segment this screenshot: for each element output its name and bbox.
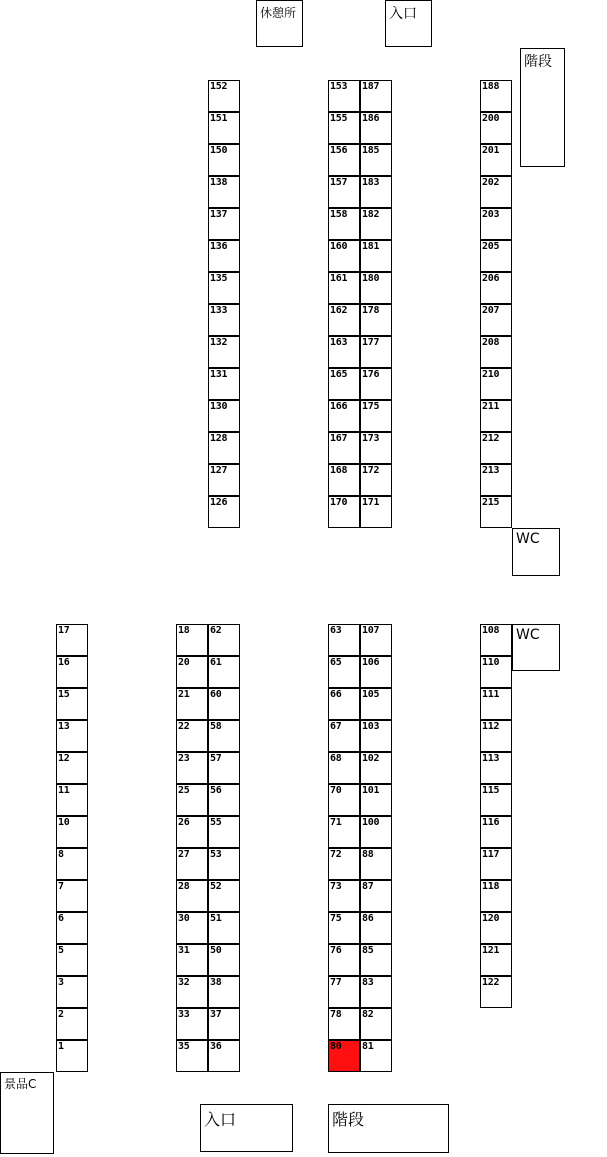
booth-17[interactable] — [56, 624, 88, 656]
booth-number: 33 — [178, 1009, 190, 1020]
booth-116[interactable] — [480, 816, 512, 848]
booth-135[interactable] — [208, 272, 240, 304]
booth-18[interactable] — [176, 624, 208, 656]
booth-number: 160 — [330, 241, 348, 252]
booth-58[interactable] — [208, 720, 240, 752]
booth-20[interactable] — [176, 656, 208, 688]
booth-81[interactable] — [360, 1040, 392, 1072]
booth-156[interactable] — [328, 144, 360, 176]
booth-112[interactable] — [480, 720, 512, 752]
booth-number: 170 — [330, 497, 348, 508]
booth-number: 181 — [362, 241, 380, 252]
booth-number: 71 — [330, 817, 342, 828]
booth-165[interactable] — [328, 368, 360, 400]
booth-number: 133 — [210, 305, 228, 316]
booth-number: 36 — [210, 1041, 222, 1052]
booth-number: 35 — [178, 1041, 190, 1052]
wc-upper-label: WC — [516, 531, 540, 547]
booth-207[interactable] — [480, 304, 512, 336]
booth-number: 60 — [210, 689, 222, 700]
booth-118[interactable] — [480, 880, 512, 912]
booth-number: 161 — [330, 273, 348, 284]
booth-number: 120 — [482, 913, 500, 924]
booth-61[interactable] — [208, 656, 240, 688]
booth-85[interactable] — [360, 944, 392, 976]
booth-number: 66 — [330, 689, 342, 700]
booth-158[interactable] — [328, 208, 360, 240]
booth-number: 63 — [330, 625, 342, 636]
entrance-bottom-label: 入口 — [204, 1110, 237, 1129]
booth-number: 201 — [482, 145, 500, 156]
booth-number: 162 — [330, 305, 348, 316]
booth-number: 202 — [482, 177, 500, 188]
booth-number: 80 — [330, 1041, 342, 1052]
booth-number: 3 — [58, 977, 64, 988]
booth-number: 126 — [210, 497, 228, 508]
booth-number: 8 — [58, 849, 64, 860]
booth-number: 118 — [482, 881, 500, 892]
booth-115[interactable] — [480, 784, 512, 816]
booth-211[interactable] — [480, 400, 512, 432]
booth-187[interactable] — [360, 80, 392, 112]
booth-number: 13 — [58, 721, 70, 732]
booth-number: 81 — [362, 1041, 374, 1052]
booth-number: 158 — [330, 209, 348, 220]
booth-15[interactable] — [56, 688, 88, 720]
booth-101[interactable] — [360, 784, 392, 816]
booth-number: 88 — [362, 849, 374, 860]
booth-12[interactable] — [56, 752, 88, 784]
booth-number: 215 — [482, 497, 500, 508]
booth-213[interactable] — [480, 464, 512, 496]
booth-103[interactable] — [360, 720, 392, 752]
booth-number: 62 — [210, 625, 222, 636]
booth-number: 213 — [482, 465, 500, 476]
stairs-bottom — [328, 1104, 449, 1153]
booth-number: 157 — [330, 177, 348, 188]
booth-66[interactable] — [328, 688, 360, 720]
booth-68[interactable] — [328, 752, 360, 784]
booth-133[interactable] — [208, 304, 240, 336]
booth-171[interactable] — [360, 496, 392, 528]
booth-number: 108 — [482, 625, 500, 636]
booth-number: 101 — [362, 785, 380, 796]
booth-27[interactable] — [176, 848, 208, 880]
booth-number: 112 — [482, 721, 500, 732]
booth-number: 107 — [362, 625, 380, 636]
booth-138[interactable] — [208, 176, 240, 208]
booth-200[interactable] — [480, 112, 512, 144]
booth-205[interactable] — [480, 240, 512, 272]
booth-number: 102 — [362, 753, 380, 764]
booth-7[interactable] — [56, 880, 88, 912]
booth-number: 61 — [210, 657, 222, 668]
booth-10[interactable] — [56, 816, 88, 848]
booth-80[interactable] — [328, 1040, 360, 1072]
booth-number: 16 — [58, 657, 70, 668]
booth-86[interactable] — [360, 912, 392, 944]
booth-22[interactable] — [176, 720, 208, 752]
booth-151[interactable] — [208, 112, 240, 144]
booth-number: 10 — [58, 817, 70, 828]
booth-number: 51 — [210, 913, 222, 924]
booth-121[interactable] — [480, 944, 512, 976]
booth-number: 78 — [330, 1009, 342, 1020]
booth-number: 68 — [330, 753, 342, 764]
booth-number: 56 — [210, 785, 222, 796]
booth-206[interactable] — [480, 272, 512, 304]
booth-number: 53 — [210, 849, 222, 860]
booth-number: 175 — [362, 401, 380, 412]
booth-182[interactable] — [360, 208, 392, 240]
booth-number: 115 — [482, 785, 500, 796]
booth-number: 50 — [210, 945, 222, 956]
booth-number: 172 — [362, 465, 380, 476]
wc-upper — [512, 528, 560, 576]
booth-number: 75 — [330, 913, 342, 924]
booth-3[interactable] — [56, 976, 88, 1008]
booth-181[interactable] — [360, 240, 392, 272]
booth-number: 166 — [330, 401, 348, 412]
booth-71[interactable] — [328, 816, 360, 848]
booth-25[interactable] — [176, 784, 208, 816]
booth-35[interactable] — [176, 1040, 208, 1072]
booth-106[interactable] — [360, 656, 392, 688]
booth-150[interactable] — [208, 144, 240, 176]
booth-210[interactable] — [480, 368, 512, 400]
wc-lower — [512, 624, 560, 671]
booth-number: 132 — [210, 337, 228, 348]
booth-77[interactable] — [328, 976, 360, 1008]
booth-number: 1 — [58, 1041, 64, 1052]
booth-113[interactable] — [480, 752, 512, 784]
booth-number: 165 — [330, 369, 348, 380]
booth-157[interactable] — [328, 176, 360, 208]
booth-number: 121 — [482, 945, 500, 956]
booth-number: 22 — [178, 721, 190, 732]
booth-2[interactable] — [56, 1008, 88, 1040]
booth-number: 6 — [58, 913, 64, 924]
rest-area-label: 休憩所 — [260, 6, 297, 20]
wc-lower-label: WC — [516, 627, 540, 643]
booth-137[interactable] — [208, 208, 240, 240]
booth-203[interactable] — [480, 208, 512, 240]
booth-16[interactable] — [56, 656, 88, 688]
booth-201[interactable] — [480, 144, 512, 176]
booth-number: 103 — [362, 721, 380, 732]
booth-38[interactable] — [208, 976, 240, 1008]
booth-number: 186 — [362, 113, 380, 124]
stairs-top — [520, 48, 565, 167]
booth-number: 85 — [362, 945, 374, 956]
booth-number: 26 — [178, 817, 190, 828]
booth-number: 58 — [210, 721, 222, 732]
booth-number: 151 — [210, 113, 228, 124]
booth-108[interactable] — [480, 624, 512, 656]
booth-188[interactable] — [480, 80, 512, 112]
booth-105[interactable] — [360, 688, 392, 720]
booth-number: 122 — [482, 977, 500, 988]
booth-67[interactable] — [328, 720, 360, 752]
booth-number: 17 — [58, 625, 70, 636]
booth-number: 67 — [330, 721, 342, 732]
booth-60[interactable] — [208, 688, 240, 720]
booth-number: 208 — [482, 337, 500, 348]
booth-176[interactable] — [360, 368, 392, 400]
booth-number: 27 — [178, 849, 190, 860]
booth-number: 207 — [482, 305, 500, 316]
booth-5[interactable] — [56, 944, 88, 976]
booth-number: 127 — [210, 465, 228, 476]
booth-number: 52 — [210, 881, 222, 892]
booth-13[interactable] — [56, 720, 88, 752]
booth-number: 130 — [210, 401, 228, 412]
booth-78[interactable] — [328, 1008, 360, 1040]
stairs-bottom-label: 階段 — [332, 1110, 365, 1129]
booth-number: 182 — [362, 209, 380, 220]
booth-173[interactable] — [360, 432, 392, 464]
booth-number: 152 — [210, 81, 228, 92]
booth-168[interactable] — [328, 464, 360, 496]
booth-72[interactable] — [328, 848, 360, 880]
booth-number: 87 — [362, 881, 374, 892]
booth-number: 167 — [330, 433, 348, 444]
booth-number: 21 — [178, 689, 190, 700]
booth-132[interactable] — [208, 336, 240, 368]
booth-33[interactable] — [176, 1008, 208, 1040]
booth-number: 57 — [210, 753, 222, 764]
prize-corner — [0, 1072, 54, 1154]
booth-36[interactable] — [208, 1040, 240, 1072]
booth-55[interactable] — [208, 816, 240, 848]
booth-number: 76 — [330, 945, 342, 956]
booth-number: 12 — [58, 753, 70, 764]
booth-number: 70 — [330, 785, 342, 796]
booth-number: 7 — [58, 881, 64, 892]
booth-155[interactable] — [328, 112, 360, 144]
booth-number: 23 — [178, 753, 190, 764]
booth-number: 116 — [482, 817, 500, 828]
booth-8[interactable] — [56, 848, 88, 880]
booth-number: 168 — [330, 465, 348, 476]
booth-number: 106 — [362, 657, 380, 668]
booth-number: 138 — [210, 177, 228, 188]
rest-area — [256, 0, 303, 47]
booth-number: 150 — [210, 145, 228, 156]
booth-number: 77 — [330, 977, 342, 988]
booth-185[interactable] — [360, 144, 392, 176]
booth-162[interactable] — [328, 304, 360, 336]
booth-number: 65 — [330, 657, 342, 668]
booth-6[interactable] — [56, 912, 88, 944]
booth-number: 28 — [178, 881, 190, 892]
booth-number: 155 — [330, 113, 348, 124]
booth-127[interactable] — [208, 464, 240, 496]
booth-51[interactable] — [208, 912, 240, 944]
booth-number: 128 — [210, 433, 228, 444]
booth-32[interactable] — [176, 976, 208, 1008]
booth-number: 176 — [362, 369, 380, 380]
booth-161[interactable] — [328, 272, 360, 304]
entrance-top — [385, 0, 432, 47]
booth-number: 82 — [362, 1009, 374, 1020]
booth-number: 117 — [482, 849, 500, 860]
booth-30[interactable] — [176, 912, 208, 944]
booth-number: 110 — [482, 657, 500, 668]
booth-208[interactable] — [480, 336, 512, 368]
booth-212[interactable] — [480, 432, 512, 464]
stairs-top-label: 階段 — [524, 54, 552, 70]
booth-63[interactable] — [328, 624, 360, 656]
booth-87[interactable] — [360, 880, 392, 912]
booth-117[interactable] — [480, 848, 512, 880]
booth-53[interactable] — [208, 848, 240, 880]
booth-1[interactable] — [56, 1040, 88, 1072]
booth-75[interactable] — [328, 912, 360, 944]
booth-number: 178 — [362, 305, 380, 316]
prize-corner-label: 景品C — [4, 1077, 37, 1091]
booth-number: 203 — [482, 209, 500, 220]
booth-52[interactable] — [208, 880, 240, 912]
booth-152[interactable] — [208, 80, 240, 112]
booth-number: 173 — [362, 433, 380, 444]
booth-number: 20 — [178, 657, 190, 668]
booth-number: 100 — [362, 817, 380, 828]
booth-number: 25 — [178, 785, 190, 796]
booth-number: 177 — [362, 337, 380, 348]
booth-number: 210 — [482, 369, 500, 380]
booth-31[interactable] — [176, 944, 208, 976]
booth-number: 180 — [362, 273, 380, 284]
booth-number: 5 — [58, 945, 64, 956]
entrance-top-label: 入口 — [389, 6, 417, 22]
booth-215[interactable] — [480, 496, 512, 528]
entrance-bottom — [200, 1104, 293, 1152]
booth-28[interactable] — [176, 880, 208, 912]
booth-number: 73 — [330, 881, 342, 892]
booth-number: 212 — [482, 433, 500, 444]
booth-100[interactable] — [360, 816, 392, 848]
booth-70[interactable] — [328, 784, 360, 816]
booth-number: 31 — [178, 945, 190, 956]
booth-26[interactable] — [176, 816, 208, 848]
booth-107[interactable] — [360, 624, 392, 656]
booth-number: 111 — [482, 689, 500, 700]
booth-136[interactable] — [208, 240, 240, 272]
booth-number: 187 — [362, 81, 380, 92]
booth-11[interactable] — [56, 784, 88, 816]
booth-110[interactable] — [480, 656, 512, 688]
booth-57[interactable] — [208, 752, 240, 784]
booth-number: 83 — [362, 977, 374, 988]
booth-128[interactable] — [208, 432, 240, 464]
booth-number: 15 — [58, 689, 70, 700]
booth-130[interactable] — [208, 400, 240, 432]
booth-number: 72 — [330, 849, 342, 860]
booth-number: 11 — [58, 785, 70, 796]
booth-number: 113 — [482, 753, 500, 764]
booth-163[interactable] — [328, 336, 360, 368]
booth-167[interactable] — [328, 432, 360, 464]
booth-number: 200 — [482, 113, 500, 124]
booth-50[interactable] — [208, 944, 240, 976]
booth-166[interactable] — [328, 400, 360, 432]
booth-131[interactable] — [208, 368, 240, 400]
booth-65[interactable] — [328, 656, 360, 688]
booth-76[interactable] — [328, 944, 360, 976]
booth-160[interactable] — [328, 240, 360, 272]
booth-number: 131 — [210, 369, 228, 380]
booth-number: 135 — [210, 273, 228, 284]
booth-21[interactable] — [176, 688, 208, 720]
booth-number: 206 — [482, 273, 500, 284]
booth-number: 171 — [362, 497, 380, 508]
booth-178[interactable] — [360, 304, 392, 336]
booth-180[interactable] — [360, 272, 392, 304]
booth-number: 211 — [482, 401, 500, 412]
booth-number: 183 — [362, 177, 380, 188]
booth-number: 2 — [58, 1009, 64, 1020]
booth-number: 38 — [210, 977, 222, 988]
booth-186[interactable] — [360, 112, 392, 144]
booth-153[interactable] — [328, 80, 360, 112]
booth-number: 136 — [210, 241, 228, 252]
booth-122[interactable] — [480, 976, 512, 1008]
booth-183[interactable] — [360, 176, 392, 208]
booth-202[interactable] — [480, 176, 512, 208]
booth-number: 188 — [482, 81, 500, 92]
booth-number: 137 — [210, 209, 228, 220]
booth-number: 153 — [330, 81, 348, 92]
booth-number: 18 — [178, 625, 190, 636]
booth-number: 163 — [330, 337, 348, 348]
booth-number: 205 — [482, 241, 500, 252]
booth-126[interactable] — [208, 496, 240, 528]
booth-56[interactable] — [208, 784, 240, 816]
booth-175[interactable] — [360, 400, 392, 432]
booth-82[interactable] — [360, 1008, 392, 1040]
booth-177[interactable] — [360, 336, 392, 368]
booth-number: 156 — [330, 145, 348, 156]
booth-23[interactable] — [176, 752, 208, 784]
booth-111[interactable] — [480, 688, 512, 720]
booth-number: 55 — [210, 817, 222, 828]
booth-102[interactable] — [360, 752, 392, 784]
booth-number: 32 — [178, 977, 190, 988]
booth-73[interactable] — [328, 880, 360, 912]
booth-number: 105 — [362, 689, 380, 700]
booth-88[interactable] — [360, 848, 392, 880]
booth-83[interactable] — [360, 976, 392, 1008]
booth-37[interactable] — [208, 1008, 240, 1040]
booth-62[interactable] — [208, 624, 240, 656]
booth-number: 185 — [362, 145, 380, 156]
booth-170[interactable] — [328, 496, 360, 528]
booth-number: 37 — [210, 1009, 222, 1020]
booth-120[interactable] — [480, 912, 512, 944]
booth-172[interactable] — [360, 464, 392, 496]
booth-number: 86 — [362, 913, 374, 924]
booth-number: 30 — [178, 913, 190, 924]
